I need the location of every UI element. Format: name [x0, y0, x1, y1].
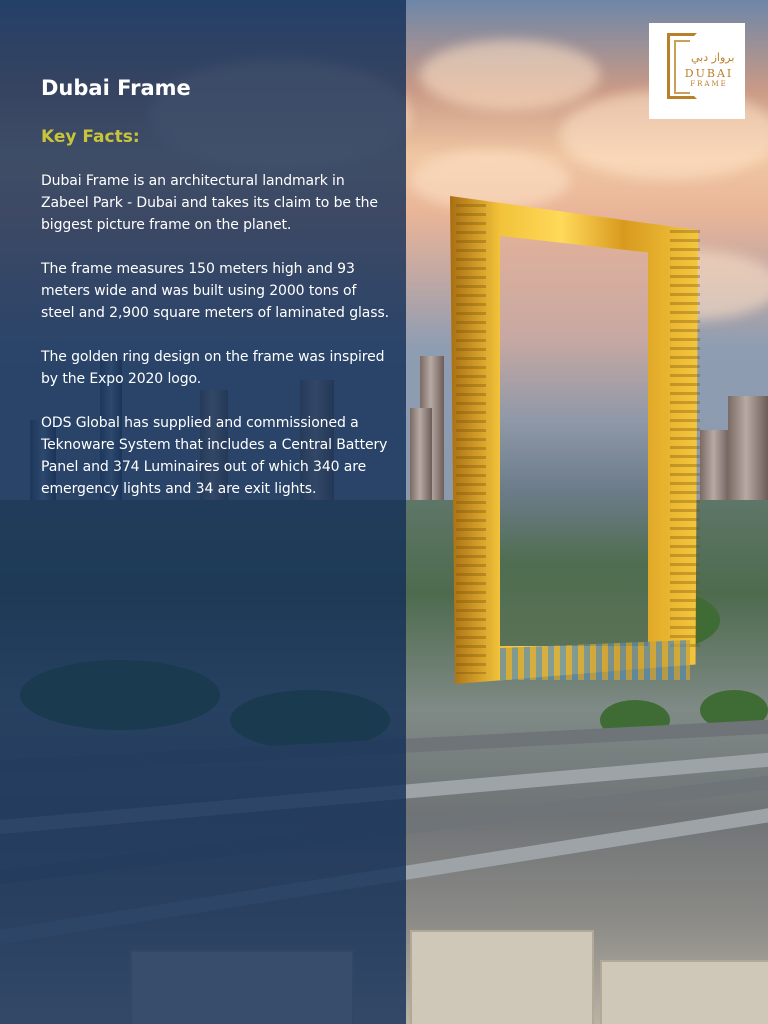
- building-roof: [600, 960, 768, 1024]
- fact-paragraph: The frame measures 150 meters high and 93 meters wide and was built using 2000 tons of steel and 2,900 square meters of laminated glass.: [41, 261, 389, 321]
- logo-arabic-text: برواز دبي: [691, 51, 735, 64]
- dubai-frame-logo: [649, 23, 745, 119]
- page-title: Dubai Frame: [41, 76, 191, 100]
- fact-paragraph: The golden ring design on the frame was inspired by the Expo 2020 logo.: [41, 349, 385, 387]
- content-block: [41, 72, 391, 522]
- frame-lattice: [670, 230, 700, 650]
- cloud: [410, 150, 570, 210]
- dubai-frame-opening: [500, 236, 648, 646]
- fact-paragraph: Dubai Frame is an architectural landmark in Zabeel Park - Dubai and takes its claim to be the biggest picture frame on the planet.: [41, 173, 378, 233]
- cloud: [420, 40, 600, 110]
- section-subtitle: Key Facts:: [41, 127, 140, 147]
- frame-logo-icon: [667, 33, 697, 99]
- frame-lattice: [456, 204, 486, 674]
- fact-paragraph: ODS Global has supplied and commissioned a Teknoware System that includes a Central Battery Panel and 374 Luminaires out of which 340 are emergency lights and 34 are exit lights.: [41, 415, 388, 497]
- building-roof: [410, 930, 594, 1024]
- logo-text-line2: FRAME: [690, 80, 728, 88]
- logo-text-line1: DUBAI: [684, 67, 734, 80]
